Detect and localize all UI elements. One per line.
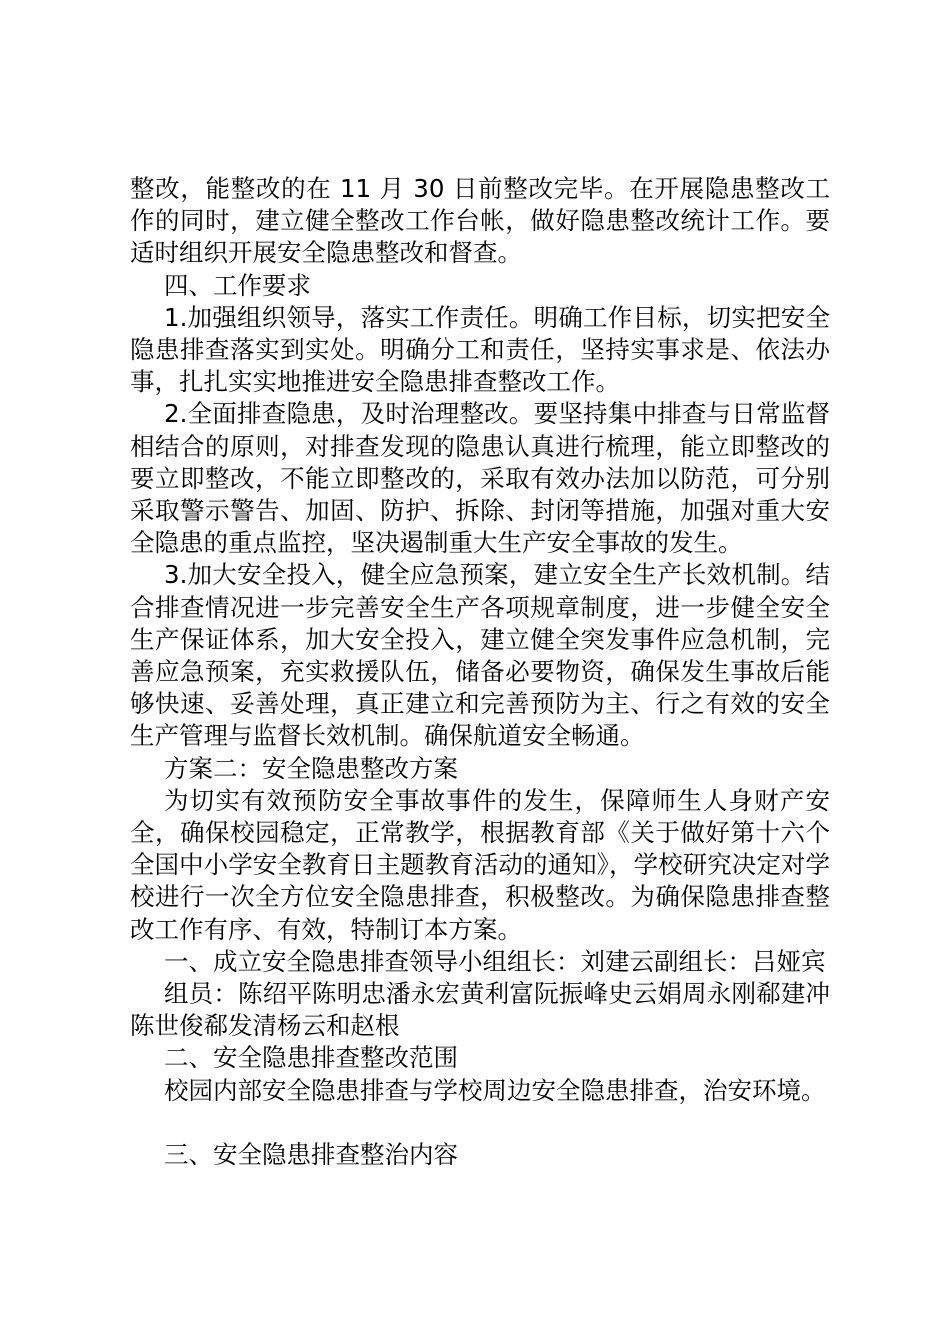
heading-plan-two: 方案二：安全隐患整改方案 bbox=[164, 753, 458, 783]
paragraph-scope: 校园内部安全隐患排查与学校周边安全隐患排查，治安环境。 bbox=[164, 1075, 826, 1105]
paragraph-leadership-group: 一、成立安全隐患排查领导小组组长：刘建云副组长：吕娅宾 bbox=[164, 946, 826, 976]
paragraph-requirement-3: 3.加大安全投入，健全应急预案，建立安全生产长效机制。结合排查情况进一步完善安全生产各项规章制度，进一步健全安全生产保证体系，加大安全投入，建立健全突发事件应急机制，完善应急预案，充实救援队伍，储备必要物资，确保发生事故后能够快速、妥善处理，真正建立和完善预防为主、行之有效的安全生产管理与监督长效机制。确保航道安全畅通。 bbox=[130, 560, 830, 751]
heading-inspection-content: 三、安全隐患排查整治内容 bbox=[164, 1139, 458, 1169]
paragraph-continuation: 整改，能整改的在 11 月 30 日前整改完毕。在开展隐患整改工作的同时，建立健全整改工作台帐，做好隐患整改统计工作。要适时组织开展安全隐患整改和督查。 bbox=[130, 174, 830, 268]
heading-work-requirements: 四、工作要求 bbox=[164, 270, 311, 300]
paragraph-requirement-1: 1.加强组织领导，落实工作责任。明确工作目标，切实把安全隐患排查落实到实处。明确分工和责任，坚持实事求是、依法办事，扎扎实实地推进安全隐患排查整改工作。 bbox=[130, 302, 830, 397]
paragraph-plan-intro: 为切实有效预防安全事故事件的发生，保障师生人身财产安全，确保校园稳定，正常教学，根据教育部《关于做好第十六个全国中小学安全教育日主题教育活动的通知》，学校研究决定对学校进行一次全方位安全隐患排查，积极整改。为确保隐患排查整改工作有序、有效，特制订本方案。 bbox=[130, 785, 830, 944]
heading-scope: 二、安全隐患排查整改范围 bbox=[164, 1043, 458, 1073]
paragraph-requirement-2: 2.全面排查隐患，及时治理整改。要坚持集中排查与日常监督相结合的原则，对排查发现的隐患认真进行梳理，能立即整改的要立即整改，不能立即整改的，采取有效办法加以防范，可分别采取警示警告、加固、防护、拆除、封闭等措施，加强对重大安全隐患的重点监控，坚决遏制重大生产安全事故的发生。 bbox=[130, 399, 830, 558]
paragraph-spacer bbox=[130, 1107, 830, 1139]
document-body bbox=[130, 173, 830, 1171]
paragraph-group-members: 组员：陈绍平陈明忠潘永宏黄利富阮振峰史云娟周永刚郗建冲陈世俊郗发清杨云和赵根 bbox=[130, 979, 830, 1041]
